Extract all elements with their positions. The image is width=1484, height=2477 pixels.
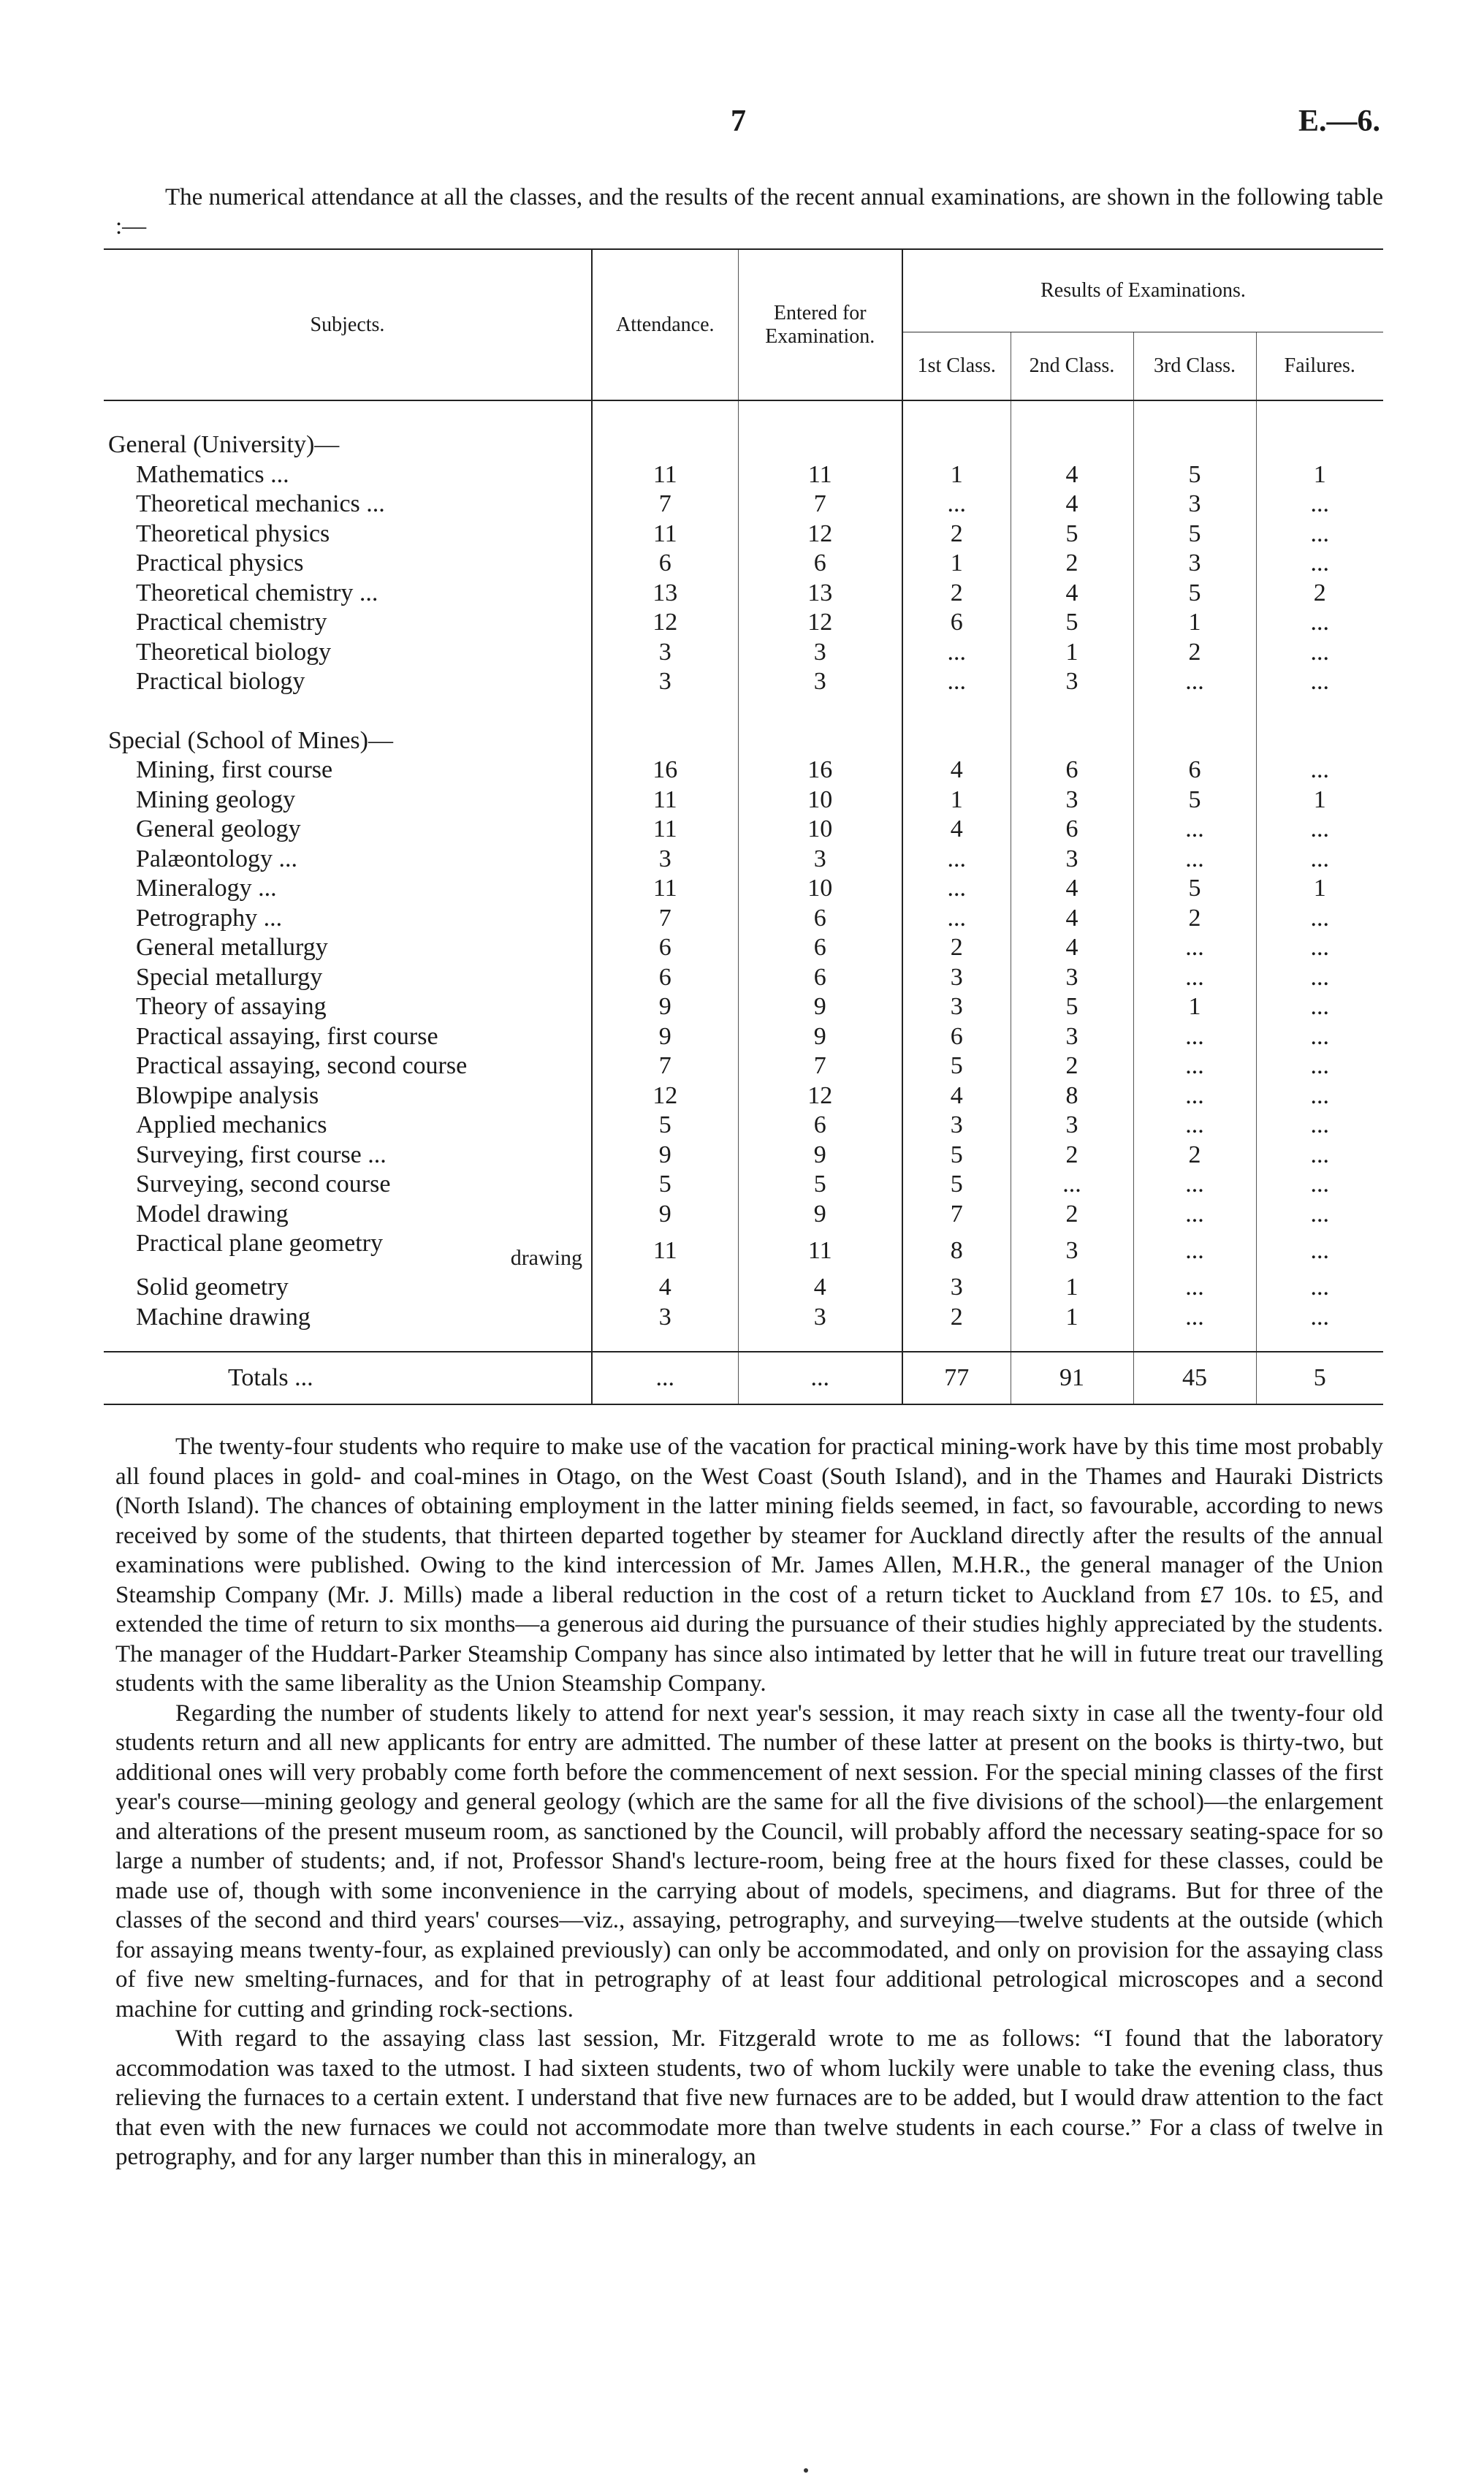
- second-class-cell: 4: [1011, 933, 1133, 963]
- second-class-cell: 3: [1011, 1111, 1133, 1141]
- page-number: 7: [731, 104, 746, 138]
- second-class-cell: 3: [1011, 785, 1133, 815]
- first-class-cell: 7: [902, 1200, 1011, 1230]
- entered-cell: 7: [738, 490, 902, 520]
- first-class-cell: 3: [902, 992, 1011, 1022]
- failures-cell: ...: [1256, 904, 1383, 934]
- first-class-cell: 4: [902, 815, 1011, 845]
- table-row: [104, 1303, 1383, 1333]
- subject-cell: Practical chemistry: [136, 609, 327, 636]
- failures-cell: ...: [1256, 490, 1383, 520]
- attendance-cell: 6: [592, 963, 738, 993]
- second-class-cell: 3: [1011, 667, 1133, 697]
- group-label: Special (School of Mines)—: [108, 726, 393, 754]
- totals-attendance: ...: [592, 1352, 738, 1404]
- attendance-cell: 11: [592, 815, 738, 845]
- failures-cell: ...: [1256, 1200, 1383, 1230]
- second-class-cell: 8: [1011, 1081, 1133, 1111]
- entered-cell: 9: [738, 1200, 902, 1230]
- third-class-cell: ...: [1133, 1303, 1256, 1333]
- failures-cell: 1: [1256, 460, 1383, 490]
- first-class-cell: 2: [902, 520, 1011, 549]
- attendance-cell: 6: [592, 933, 738, 963]
- first-class-cell: ...: [902, 667, 1011, 697]
- subject-cell: Applied mechanics: [136, 1111, 327, 1139]
- third-class-cell: 2: [1133, 1141, 1256, 1171]
- subject-cell: Practical assaying, second course: [136, 1052, 468, 1080]
- failures-cell: ...: [1256, 1229, 1383, 1273]
- first-class-cell: 1: [902, 785, 1011, 815]
- failures-cell: ...: [1256, 1273, 1383, 1303]
- third-class-cell: ...: [1133, 1051, 1256, 1081]
- attendance-cell: 9: [592, 1022, 738, 1052]
- subject-cell: Practical plane geometry drawing: [104, 1229, 592, 1273]
- third-class-cell: ...: [1133, 1170, 1256, 1200]
- third-class-header: 3rd Class.: [1133, 332, 1256, 401]
- attendance-header: Attendance.: [592, 249, 738, 400]
- failures-header: Failures.: [1256, 332, 1383, 401]
- third-class-cell: ...: [1133, 1229, 1256, 1273]
- totals-first: 77: [902, 1352, 1011, 1404]
- third-class-cell: ...: [1133, 933, 1256, 963]
- table-row: [104, 638, 1383, 668]
- attendance-cell: 9: [592, 992, 738, 1022]
- subject-cell: Mineralogy ...: [136, 875, 277, 902]
- subject-cell: Theoretical physics: [136, 520, 330, 547]
- third-class-cell: ...: [1133, 1081, 1256, 1111]
- entered-cell: 6: [738, 549, 902, 579]
- second-class-cell: 1: [1011, 1273, 1133, 1303]
- second-class-cell: 4: [1011, 490, 1133, 520]
- subject-cell: Theoretical chemistry ...: [136, 579, 378, 606]
- entered-cell: 3: [738, 667, 902, 697]
- third-class-cell: ...: [1133, 845, 1256, 875]
- results-header: Results of Examinations.: [902, 249, 1383, 332]
- second-class-cell: 2: [1011, 549, 1133, 579]
- failures-cell: ...: [1256, 1022, 1383, 1052]
- paragraph-3: With regard to the assaying class last session, Mr. Fitzgerald wrote to me as follows: “I found that the laboratory accommodation was taxed to the utmost. I had sixteen students, two of whom luckily were unable to take the evening class, thus relieving the furnaces to a certain extent. I understand that five new furnaces are to be added, but I would draw attention to the fact that even with the new furnaces we could not accommodate more than twelve students in each course.” For a class of twelve in petrography, and for any larger number than this in mineralogy, an: [115, 2025, 1383, 2170]
- first-class-cell: 8: [902, 1229, 1011, 1273]
- table-row: [104, 1022, 1383, 1052]
- table-row: [104, 490, 1383, 520]
- group-row-general: [104, 420, 1383, 460]
- entered-cell: 9: [738, 1022, 902, 1052]
- subject-cell: Solid geometry: [136, 1274, 289, 1301]
- totals-failures: 5: [1256, 1352, 1383, 1404]
- second-class-cell: 3: [1011, 1022, 1133, 1052]
- results-table: [104, 248, 1383, 1405]
- subject-cell: Practical biology: [136, 668, 305, 696]
- attendance-cell: 12: [592, 1081, 738, 1111]
- first-class-cell: 6: [902, 1022, 1011, 1052]
- third-class-cell: 5: [1133, 460, 1256, 490]
- table-row: [104, 1111, 1383, 1141]
- subject-cell: Petrography ...: [136, 904, 283, 932]
- attendance-cell: 11: [592, 460, 738, 490]
- table-row: [104, 874, 1383, 904]
- attendance-cell: 4: [592, 1273, 738, 1303]
- table-row: [104, 756, 1383, 785]
- second-class-cell: 3: [1011, 1229, 1133, 1273]
- attendance-cell: 11: [592, 785, 738, 815]
- table-row: [104, 1200, 1383, 1230]
- second-class-cell: 4: [1011, 460, 1133, 490]
- third-class-cell: ...: [1133, 1111, 1256, 1141]
- subject-cell: Practical assaying, first course: [136, 1022, 438, 1050]
- entered-cell: 12: [738, 520, 902, 549]
- entered-cell: 5: [738, 1170, 902, 1200]
- second-class-cell: 6: [1011, 756, 1133, 785]
- totals-row: [104, 1352, 1383, 1404]
- failures-cell: ...: [1256, 608, 1383, 638]
- subject-cell: Mining geology: [136, 785, 296, 813]
- group-label: General (University)—: [108, 431, 340, 459]
- paragraph-1: The twenty-four students who require to make use of the vacation for practical mining-work have by this time most probably all found places in gold- and coal-mines in Otago, on the West Coast (South Island), and in the Thames and Hauraki Districts (North Island). The chances of obtaining employment in the latter mining fields seemed, in fact, so favourable, according to news received by some of the students, that thirteen departed together by steamer for Auckland directly after the results of the annual examinations were published. Owing to the kind intercession of Mr. James Allen, M.H.R., the general manager of the Union Steamship Company (Mr. J. Mills) made a liberal reduction in the cost of a return ticket to Auckland from £7 10s. to £5, and extended the time of return to six months—a generous aid during the pursuance of their studies highly appreciated by the students. The manager of the Huddart-Parker Steamship Company has since also intimated by letter that he will in future treat our travelling students with the same liberality as the Union Steamship Company.: [115, 1434, 1383, 1697]
- attendance-cell: 9: [592, 1200, 738, 1230]
- first-class-cell: 5: [902, 1170, 1011, 1200]
- first-class-cell: 1: [902, 549, 1011, 579]
- attendance-cell: 13: [592, 579, 738, 609]
- attendance-cell: 3: [592, 638, 738, 668]
- intro-text: The numerical attendance at all the classes, and the results of the recent annual examinations, are shown in the following table :—: [115, 184, 1383, 240]
- subject-cell: Theory of assaying: [136, 993, 327, 1021]
- table-row: [104, 549, 1383, 579]
- failures-cell: ...: [1256, 1170, 1383, 1200]
- third-class-cell: 1: [1133, 608, 1256, 638]
- second-class-cell: 6: [1011, 815, 1133, 845]
- second-class-cell: 5: [1011, 992, 1133, 1022]
- failures-cell: ...: [1256, 1111, 1383, 1141]
- subject-cell: Practical physics: [136, 549, 304, 577]
- subject-cell: Theoretical mechanics ...: [136, 490, 385, 518]
- third-class-cell: 5: [1133, 520, 1256, 549]
- table-row: [104, 992, 1383, 1022]
- failures-cell: ...: [1256, 1051, 1383, 1081]
- table-row: [104, 904, 1383, 934]
- second-class-header: 2nd Class.: [1011, 332, 1133, 401]
- entered-cell: 11: [738, 460, 902, 490]
- attendance-cell: 6: [592, 549, 738, 579]
- failures-cell: ...: [1256, 963, 1383, 993]
- third-class-cell: ...: [1133, 1022, 1256, 1052]
- first-class-cell: 6: [902, 608, 1011, 638]
- attendance-cell: 7: [592, 490, 738, 520]
- second-class-cell: 4: [1011, 579, 1133, 609]
- entered-cell: 16: [738, 756, 902, 785]
- table-row: [104, 815, 1383, 845]
- document-reference: E.—6.: [1298, 104, 1380, 138]
- failures-cell: 2: [1256, 579, 1383, 609]
- table-row: [104, 1229, 1383, 1273]
- entered-cell: 9: [738, 1141, 902, 1171]
- first-class-cell: 2: [902, 579, 1011, 609]
- table-row: [104, 1141, 1383, 1171]
- first-class-header: 1st Class.: [902, 332, 1011, 401]
- subject-cell: Palæontology ...: [136, 845, 298, 872]
- first-class-cell: ...: [902, 490, 1011, 520]
- third-class-cell: 5: [1133, 579, 1256, 609]
- entered-cell: 9: [738, 992, 902, 1022]
- second-class-cell: 4: [1011, 874, 1133, 904]
- third-class-cell: ...: [1133, 1200, 1256, 1230]
- first-class-cell: 2: [902, 1303, 1011, 1333]
- subject-cell: General geology: [136, 815, 301, 843]
- table-row: [104, 1273, 1383, 1303]
- second-class-cell: 3: [1011, 963, 1133, 993]
- third-class-cell: 5: [1133, 874, 1256, 904]
- drawing-brace-label: drawing: [510, 1246, 582, 1270]
- entered-cell: 12: [738, 608, 902, 638]
- first-class-cell: 3: [902, 1111, 1011, 1141]
- attendance-cell: 9: [592, 1141, 738, 1171]
- second-class-cell: ...: [1011, 1170, 1133, 1200]
- entered-cell: 6: [738, 1111, 902, 1141]
- failures-cell: ...: [1256, 638, 1383, 668]
- first-class-cell: 4: [902, 756, 1011, 785]
- failures-cell: ...: [1256, 520, 1383, 549]
- subject-cell: Surveying, first course ...: [136, 1141, 387, 1168]
- paragraph-2: Regarding the number of students likely to attend for next year's session, it may reach sixty in case all the twenty-four old students return and all new applicants for entry are admitted. The number of these latter at present on the books is thirty-two, but additional ones will very probably come forth before the commencement of next session. For the special mining classes of the first year's course—mining geology and general geology (which are the same for all the five divisions of the school)—the enlargement and alterations of the present museum room, as sanctioned by the Council, will probably afford the necessary seating-space for so large a number of students; and, if not, Professor Shand's lecture-room, being free at the hours fixed for these classes, could be made use of, though with some inconvenience in the carrying about of models, specimens, and diagrams. But for three of the classes of the second and third years' courses—viz., assaying, petrography, and surveying—twelve students at the outside (which for assaying means twenty-four, as explained previously) can only be accommodated, and only on provision for the assaying class of five new smelting-furnaces, and for that in petrography of at least four additional petrological microscopes and a second machine for cutting and grinding rock-sections.: [115, 1700, 1383, 2023]
- second-class-cell: 3: [1011, 845, 1133, 875]
- table-row: [104, 963, 1383, 993]
- entered-cell: 3: [738, 638, 902, 668]
- first-class-cell: ...: [902, 638, 1011, 668]
- failures-cell: ...: [1256, 756, 1383, 785]
- entered-cell: 10: [738, 874, 902, 904]
- group-row-special: [104, 716, 1383, 756]
- failures-cell: ...: [1256, 549, 1383, 579]
- table-row: [104, 1051, 1383, 1081]
- attendance-cell: 3: [592, 667, 738, 697]
- attendance-cell: 11: [592, 1229, 738, 1273]
- attendance-cell: 3: [592, 1303, 738, 1333]
- first-class-cell: 5: [902, 1051, 1011, 1081]
- first-class-cell: 3: [902, 963, 1011, 993]
- entered-cell: 6: [738, 933, 902, 963]
- first-class-cell: 2: [902, 933, 1011, 963]
- footer-dot: [804, 2468, 808, 2473]
- table-row: [104, 1081, 1383, 1111]
- first-class-cell: ...: [902, 845, 1011, 875]
- third-class-cell: 1: [1133, 992, 1256, 1022]
- entered-cell: 7: [738, 1051, 902, 1081]
- second-class-cell: 2: [1011, 1141, 1133, 1171]
- totals-second: 91: [1011, 1352, 1133, 1404]
- attendance-cell: 11: [592, 520, 738, 549]
- second-class-cell: 1: [1011, 1303, 1133, 1333]
- first-class-cell: ...: [902, 904, 1011, 934]
- attendance-cell: 16: [592, 756, 738, 785]
- subject-cell: Surveying, second course: [136, 1171, 391, 1198]
- table-row: [104, 608, 1383, 638]
- entered-cell: 13: [738, 579, 902, 609]
- failures-cell: ...: [1256, 933, 1383, 963]
- subjects-header: Subjects.: [104, 249, 592, 400]
- third-class-cell: 5: [1133, 785, 1256, 815]
- attendance-cell: 7: [592, 904, 738, 934]
- first-class-cell: 1: [902, 460, 1011, 490]
- totals-third: 45: [1133, 1352, 1256, 1404]
- table-row: [104, 1170, 1383, 1200]
- failures-cell: ...: [1256, 1141, 1383, 1171]
- entered-cell: 11: [738, 1229, 902, 1273]
- failures-cell: 1: [1256, 785, 1383, 815]
- attendance-cell: 12: [592, 608, 738, 638]
- table-row: [104, 667, 1383, 697]
- failures-cell: ...: [1256, 667, 1383, 697]
- failures-cell: ...: [1256, 815, 1383, 845]
- subject-cell: Blowpipe analysis: [136, 1081, 319, 1109]
- subject-cell: Theoretical biology: [136, 638, 332, 666]
- table-row: [104, 845, 1383, 875]
- table-row: [104, 785, 1383, 815]
- entered-cell: 10: [738, 785, 902, 815]
- entered-header: Entered for Examination.: [738, 249, 902, 400]
- third-class-cell: ...: [1133, 1273, 1256, 1303]
- body-text: [115, 1432, 1383, 2172]
- third-class-cell: 6: [1133, 756, 1256, 785]
- third-class-cell: ...: [1133, 963, 1256, 993]
- second-class-cell: 2: [1011, 1051, 1133, 1081]
- page-header: [0, 104, 1484, 148]
- second-class-cell: 5: [1011, 520, 1133, 549]
- table-row: [104, 579, 1383, 609]
- entered-cell: 6: [738, 904, 902, 934]
- subject-cell: Mathematics ...: [136, 460, 289, 488]
- failures-cell: ...: [1256, 845, 1383, 875]
- third-class-cell: ...: [1133, 667, 1256, 697]
- first-class-cell: 4: [902, 1081, 1011, 1111]
- third-class-cell: ...: [1133, 815, 1256, 845]
- second-class-cell: 5: [1011, 608, 1133, 638]
- second-class-cell: 4: [1011, 904, 1133, 934]
- subject-cell: Mining, first course: [136, 756, 333, 784]
- entered-cell: 10: [738, 815, 902, 845]
- entered-cell: 6: [738, 963, 902, 993]
- third-class-cell: 2: [1133, 638, 1256, 668]
- entered-cell: 4: [738, 1273, 902, 1303]
- totals-label: Totals ...: [104, 1352, 592, 1404]
- failures-cell: 1: [1256, 874, 1383, 904]
- entered-cell: 3: [738, 1303, 902, 1333]
- subject-cell: Model drawing: [136, 1200, 289, 1228]
- table-row: [104, 933, 1383, 963]
- third-class-cell: 3: [1133, 549, 1256, 579]
- first-class-cell: ...: [902, 874, 1011, 904]
- attendance-cell: 7: [592, 1051, 738, 1081]
- third-class-cell: 2: [1133, 904, 1256, 934]
- subject-cell: Machine drawing: [136, 1303, 311, 1331]
- attendance-results-table: [104, 248, 1383, 1405]
- second-class-cell: 2: [1011, 1200, 1133, 1230]
- entered-cell: 12: [738, 1081, 902, 1111]
- failures-cell: ...: [1256, 1303, 1383, 1333]
- attendance-cell: 3: [592, 845, 738, 875]
- table-row: [104, 520, 1383, 549]
- entered-cell: 3: [738, 845, 902, 875]
- table-row: [104, 460, 1383, 490]
- third-class-cell: 3: [1133, 490, 1256, 520]
- attendance-cell: 5: [592, 1170, 738, 1200]
- first-class-cell: 5: [902, 1141, 1011, 1171]
- second-class-cell: 1: [1011, 638, 1133, 668]
- attendance-cell: 11: [592, 874, 738, 904]
- subject-cell: General metallurgy: [136, 934, 328, 962]
- first-class-cell: 3: [902, 1273, 1011, 1303]
- failures-cell: ...: [1256, 1081, 1383, 1111]
- totals-entered: ...: [738, 1352, 902, 1404]
- attendance-cell: 5: [592, 1111, 738, 1141]
- subject-cell: Special metallurgy: [136, 963, 323, 991]
- failures-cell: ...: [1256, 992, 1383, 1022]
